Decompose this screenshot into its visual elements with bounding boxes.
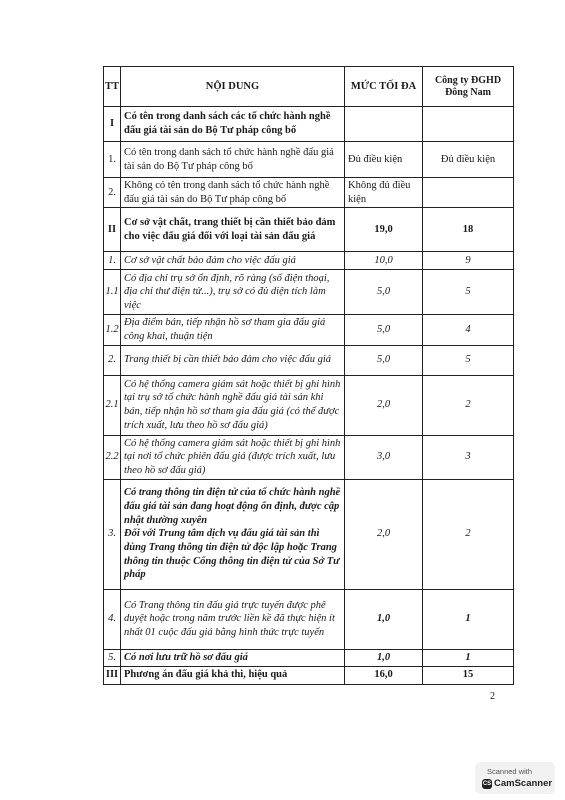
- row-tt: 2.: [104, 178, 121, 208]
- table-row: [104, 435, 514, 479]
- table-row: [104, 666, 514, 684]
- row-tt: 1.1: [104, 270, 121, 315]
- table-row: [104, 375, 514, 435]
- row-company: 5: [423, 270, 514, 315]
- row-tt: III: [104, 666, 121, 684]
- row-max: 5,0: [345, 345, 423, 375]
- camscanner-watermark: [475, 762, 555, 794]
- page-number: 2: [490, 691, 495, 702]
- row-tt: 1.: [104, 142, 121, 178]
- row-content: Có tên trong danh sách các tổ chức hành nghề đấu giá tài sản do Bộ Tư pháp công bố: [121, 107, 345, 142]
- row-company: [423, 178, 514, 208]
- row-tt: 2.2: [104, 435, 121, 479]
- row-max: 5,0: [345, 270, 423, 315]
- row-tt: I: [104, 107, 121, 142]
- criteria-table: [103, 66, 514, 685]
- row-max: 2,0: [345, 375, 423, 435]
- row-max: 16,0: [345, 666, 423, 684]
- row-max: Đủ điều kiện: [345, 142, 423, 178]
- header-tt: TT: [104, 67, 121, 107]
- row-tt: 2.: [104, 345, 121, 375]
- row-content: Có hệ thống camera giám sát hoặc thiết bị ghi hình tại nơi tổ chức phiên đấu giá (được trích xuất, lưu theo hồ sơ đấu giá): [121, 435, 345, 479]
- header-max: MỨC TỐI ĐA: [345, 67, 423, 107]
- row-company: [423, 107, 514, 142]
- camscanner-logo-icon: CS: [482, 781, 492, 787]
- table-row: [104, 142, 514, 178]
- table-header-row: [104, 67, 514, 107]
- row-content: Cơ sở vật chất, trang thiết bị cần thiết bảo đảm cho việc đấu giá đối với loại tài sản đấu giá: [121, 208, 345, 252]
- row-company: 18: [423, 208, 514, 252]
- row-content: Có nơi lưu trữ hồ sơ đấu giá: [121, 649, 345, 666]
- row-company: 1: [423, 649, 514, 666]
- row-tt: II: [104, 208, 121, 252]
- row-tt: 5.: [104, 649, 121, 666]
- row-company: 3: [423, 435, 514, 479]
- row-max: 2,0: [345, 479, 423, 589]
- row-content: Có tên trong danh sách tổ chức hành nghề đấu giá tài sản do Bộ Tư pháp công bố: [121, 142, 345, 178]
- header-content: NỘI DUNG: [121, 67, 345, 107]
- row-company: 9: [423, 252, 514, 270]
- row-max: 1,0: [345, 649, 423, 666]
- table-row: [104, 345, 514, 375]
- row-content: Có Trang thông tin đấu giá trực tuyến được phê duyệt hoặc trong năm trước liền kề đã thực hiện ít nhất 01 cuộc đấu giá bằng hình thức trực tuyến: [121, 589, 345, 649]
- watermark-caption: Scanned with: [487, 767, 533, 776]
- table-row: [104, 107, 514, 142]
- table-row: [104, 270, 514, 315]
- row-content: Có địa chỉ trụ sở ổn định, rõ ràng (số điện thoại, địa chỉ thư điện tử...), trụ sở có đủ diện tích làm việc: [121, 270, 345, 315]
- table-row: [104, 252, 514, 270]
- row-tt: 2.1: [104, 375, 121, 435]
- row-tt: 4.: [104, 589, 121, 649]
- row-max: Không đủ điều kiện: [345, 178, 423, 208]
- row-company: 5: [423, 345, 514, 375]
- row-company: 4: [423, 315, 514, 345]
- table-row: [104, 315, 514, 345]
- watermark-brand: CamScanner: [494, 778, 553, 789]
- row-max: 5,0: [345, 315, 423, 345]
- row-company: 15: [423, 666, 514, 684]
- table-row: [104, 589, 514, 649]
- header-company: Công ty ĐGHD Đông Nam: [423, 67, 514, 107]
- row-max: [345, 107, 423, 142]
- row-max: 10,0: [345, 252, 423, 270]
- row-company: Đủ điều kiện: [423, 142, 514, 178]
- table-row: [104, 208, 514, 252]
- table-row: [104, 178, 514, 208]
- row-max: 19,0: [345, 208, 423, 252]
- row-content: Có trang thông tin điện tử của tổ chức hành nghề đấu giá tài sản đang hoạt động ổn định, được cập nhật thường xuyên Đối với Trung tâm dịch vụ đấu giá tài sản thì dùng Trang thông tin điện tử độc lập hoặc Trang thông tin thuộc Cổng thông tin điện tử của Sở Tư pháp: [121, 479, 345, 589]
- row-content: Có hệ thống camera giám sát hoặc thiết bị ghi hình tại trụ sở tổ chức hành nghề đấu giá tài sản khi bán, tiếp nhận hồ sơ tham gia đấu giá (có thể được trích xuất, lưu theo hồ sơ đấu giá): [121, 375, 345, 435]
- row-content: Không có tên trong danh sách tổ chức hành nghề đấu giá tài sản do Bộ Tư pháp công bố: [121, 178, 345, 208]
- row-company: 2: [423, 479, 514, 589]
- table-row: [104, 649, 514, 666]
- row-max: 1,0: [345, 589, 423, 649]
- row-tt: 1.: [104, 252, 121, 270]
- row-content: Phương án đấu giá khả thi, hiệu quả: [121, 666, 345, 684]
- row-tt: 3.: [104, 479, 121, 589]
- row-tt: 1.2: [104, 315, 121, 345]
- row-max: 3,0: [345, 435, 423, 479]
- row-company: 2: [423, 375, 514, 435]
- row-company: 1: [423, 589, 514, 649]
- row-content: Địa điểm bán, tiếp nhận hồ sơ tham gia đấu giá công khai, thuận tiện: [121, 315, 345, 345]
- table-row: [104, 479, 514, 589]
- row-content: Cơ sở vật chất bảo đảm cho việc đấu giá: [121, 252, 345, 270]
- row-content: Trang thiết bị cần thiết bảo đảm cho việc đấu giá: [121, 345, 345, 375]
